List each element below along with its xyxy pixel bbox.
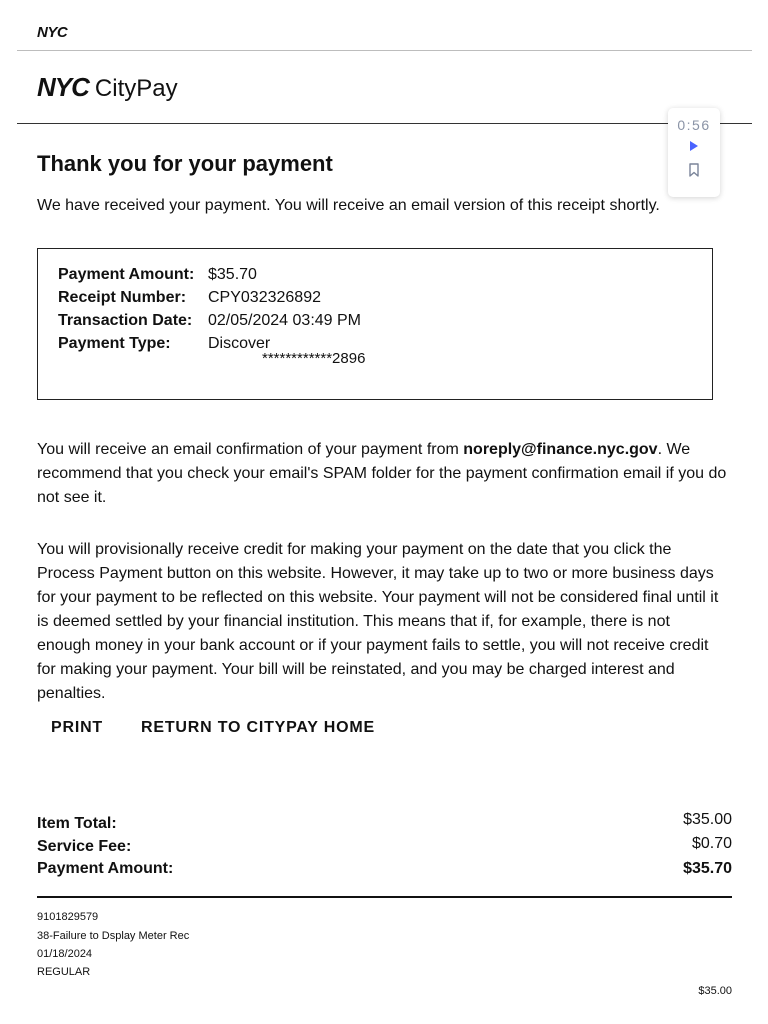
summary-value: $0.70 — [691, 835, 732, 852]
receipt-label: Transaction Date: — [58, 312, 193, 329]
credit-notice: You will provisionally receive credit for making your payment on the date that you click the Process Payment button on this website. However, it may take up to two or more business days for your payment to be reflected on this website. Your payment will not be considered final until it is deemed settled by your financial institution. This means that if, for example, there is not enough money in your bank account or if your payment fails to settle, you will not receive credit for making your payment. Your bill will be reinstated, and you may be charged interest and penalties. — [37, 541, 719, 702]
receipt-value: 02/05/2024 03:49 PM — [208, 312, 362, 329]
summary-label: Item Total: — [37, 815, 117, 832]
summary-value: $35.00 — [683, 811, 732, 828]
receipt-details — [37, 248, 713, 400]
summary-label: Service Fee: — [37, 838, 132, 855]
summary-divider — [37, 896, 732, 898]
brand-citypay-name: CityPay — [94, 75, 178, 102]
item-amount: $35.00 — [698, 985, 732, 997]
play-icon[interactable] — [690, 141, 698, 151]
bookmark-icon[interactable] — [688, 163, 700, 177]
print-button[interactable]: PRINT — [51, 719, 103, 736]
nyc-topbar-logo[interactable]: NYC — [37, 24, 68, 41]
citypay-brand[interactable] — [37, 72, 178, 103]
item-number: 9101829579 — [37, 911, 99, 923]
receipt-label: Receipt Number: — [58, 289, 187, 306]
header-divider — [17, 50, 752, 51]
page-title: Thank you for your payment — [37, 151, 333, 176]
email-notice-post: . We recommend that you check your email's SPAM folder for the payment confirmation email if you do not see it. — [37, 441, 727, 506]
media-widget — [668, 108, 720, 197]
receipt-value: CPY032326892 — [208, 289, 321, 306]
receipt-label: Payment Type: — [58, 335, 171, 352]
email-notice — [37, 438, 727, 510]
brand-nyc-logo: NYC — [37, 72, 89, 102]
summary-value: $35.70 — [683, 860, 732, 877]
item-type: REGULAR — [37, 966, 91, 978]
return-home-button[interactable]: RETURN TO CITYPAY HOME — [141, 719, 375, 736]
masked-card-number: ************2896 — [262, 350, 366, 367]
summary-label: Payment Amount: — [37, 860, 174, 877]
receipt-intro: We have received your payment. You will receive an email version of this receipt shortly. — [37, 197, 660, 214]
media-timer: 0:56 — [677, 117, 711, 133]
receipt-value: Discover — [208, 335, 271, 352]
receipt-value: $35.70 — [208, 266, 257, 283]
item-date: 01/18/2024 — [37, 948, 93, 960]
receipt-label: Payment Amount: — [58, 266, 195, 283]
item-description: 38-Failure to Dsplay Meter Rec — [37, 930, 190, 942]
email-notice-pre: You will receive an email confirmation of your payment from — [37, 441, 464, 458]
brand-divider — [17, 123, 752, 124]
noreply-email: noreply@finance.nyc.gov — [463, 441, 658, 458]
